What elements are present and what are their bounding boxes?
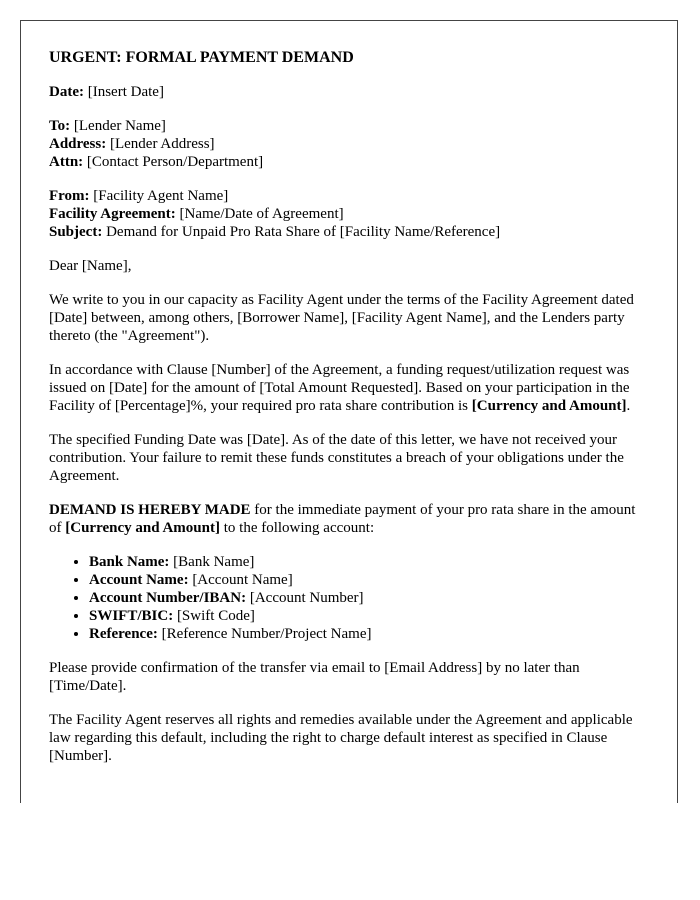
paragraph-breach: The specified Funding Date was [Date]. As of the date of this letter, we have not received your contribution. Your failure to remit these funds constitutes a breach of your obligations under the Agreement. (49, 432, 624, 484)
date-line (49, 83, 649, 101)
from-value: [Facility Agent Name] (89, 188, 229, 204)
p2-text: In accordance with Clause [Number] of the Agreement, a funding request/utilization request was issued on [Date] for the amount of [Total Amount Requested]. Based on your participation in the Facility of [Percentage]%, your required pro rata share contribution is (49, 362, 630, 414)
sender-block (49, 187, 649, 241)
letter-page (20, 20, 678, 803)
item-value: [Swift Code] (173, 608, 255, 624)
list-item (89, 553, 649, 571)
paragraph-demand (49, 501, 649, 537)
p4-text1: for the immediate payment of your pro rata share in the amount of (49, 502, 636, 536)
to-value: [Lender Name] (70, 118, 166, 134)
list-item (89, 571, 649, 589)
agreement-value: [Name/Date of Agreement] (175, 206, 344, 222)
letter-title: URGENT: FORMAL PAYMENT DEMAND (49, 49, 354, 66)
p2-amount: [Currency and Amount] (471, 398, 627, 414)
address-value: [Lender Address] (106, 136, 215, 152)
agreement-label: Facility Agreement: (49, 206, 176, 222)
paragraph-funding-request (49, 361, 649, 415)
salutation: Dear [Name], (49, 258, 132, 274)
item-value: [Reference Number/Project Name] (157, 626, 372, 642)
item-value: [Account Number] (246, 590, 364, 606)
from-label: From: (49, 188, 90, 204)
subject-value: Demand for Unpaid Pro Rata Share of [Facility Name/Reference] (102, 224, 501, 240)
item-label: Bank Name: (89, 554, 170, 570)
list-item (89, 607, 649, 625)
item-label: Reference: (89, 626, 158, 642)
item-label: SWIFT/BIC: (89, 608, 174, 624)
item-value: [Account Name] (188, 572, 293, 588)
item-label: Account Name: (89, 572, 189, 588)
subject-label: Subject: (49, 224, 103, 240)
attn-label: Attn: (49, 154, 84, 170)
date-label: Date: (49, 84, 84, 100)
attn-value: [Contact Person/Department] (83, 154, 264, 170)
account-details-list (49, 553, 649, 643)
paragraph-rights: The Facility Agent reserves all rights and remedies available under the Agreement and applicable law regarding this default, including the right to charge default interest as specified in Clause [Number]. (49, 712, 633, 764)
p4-amount: [Currency and Amount] (65, 520, 220, 536)
list-item (89, 589, 649, 607)
to-label: To: (49, 118, 71, 134)
item-label: Account Number/IBAN: (89, 590, 247, 606)
date-value: [Insert Date] (83, 84, 164, 100)
item-value: [Bank Name] (169, 554, 255, 570)
paragraph-capacity: We write to you in our capacity as Facility Agent under the terms of the Facility Agreement dated [Date] between, among others, [Borrower Name], [Facility Agent Name], and the Lenders party thereto (the "Agreement"). (49, 292, 634, 344)
p4-text2: to the following account: (219, 520, 375, 536)
address-label: Address: (49, 136, 107, 152)
recipient-block (49, 117, 649, 171)
paragraph-confirmation: Please provide confirmation of the transfer via email to [Email Address] by no later than [Time/Date]. (49, 660, 580, 694)
demand-heading: DEMAND IS HEREBY MADE (49, 502, 251, 518)
p2-end: . (626, 398, 631, 414)
list-item (89, 625, 649, 643)
